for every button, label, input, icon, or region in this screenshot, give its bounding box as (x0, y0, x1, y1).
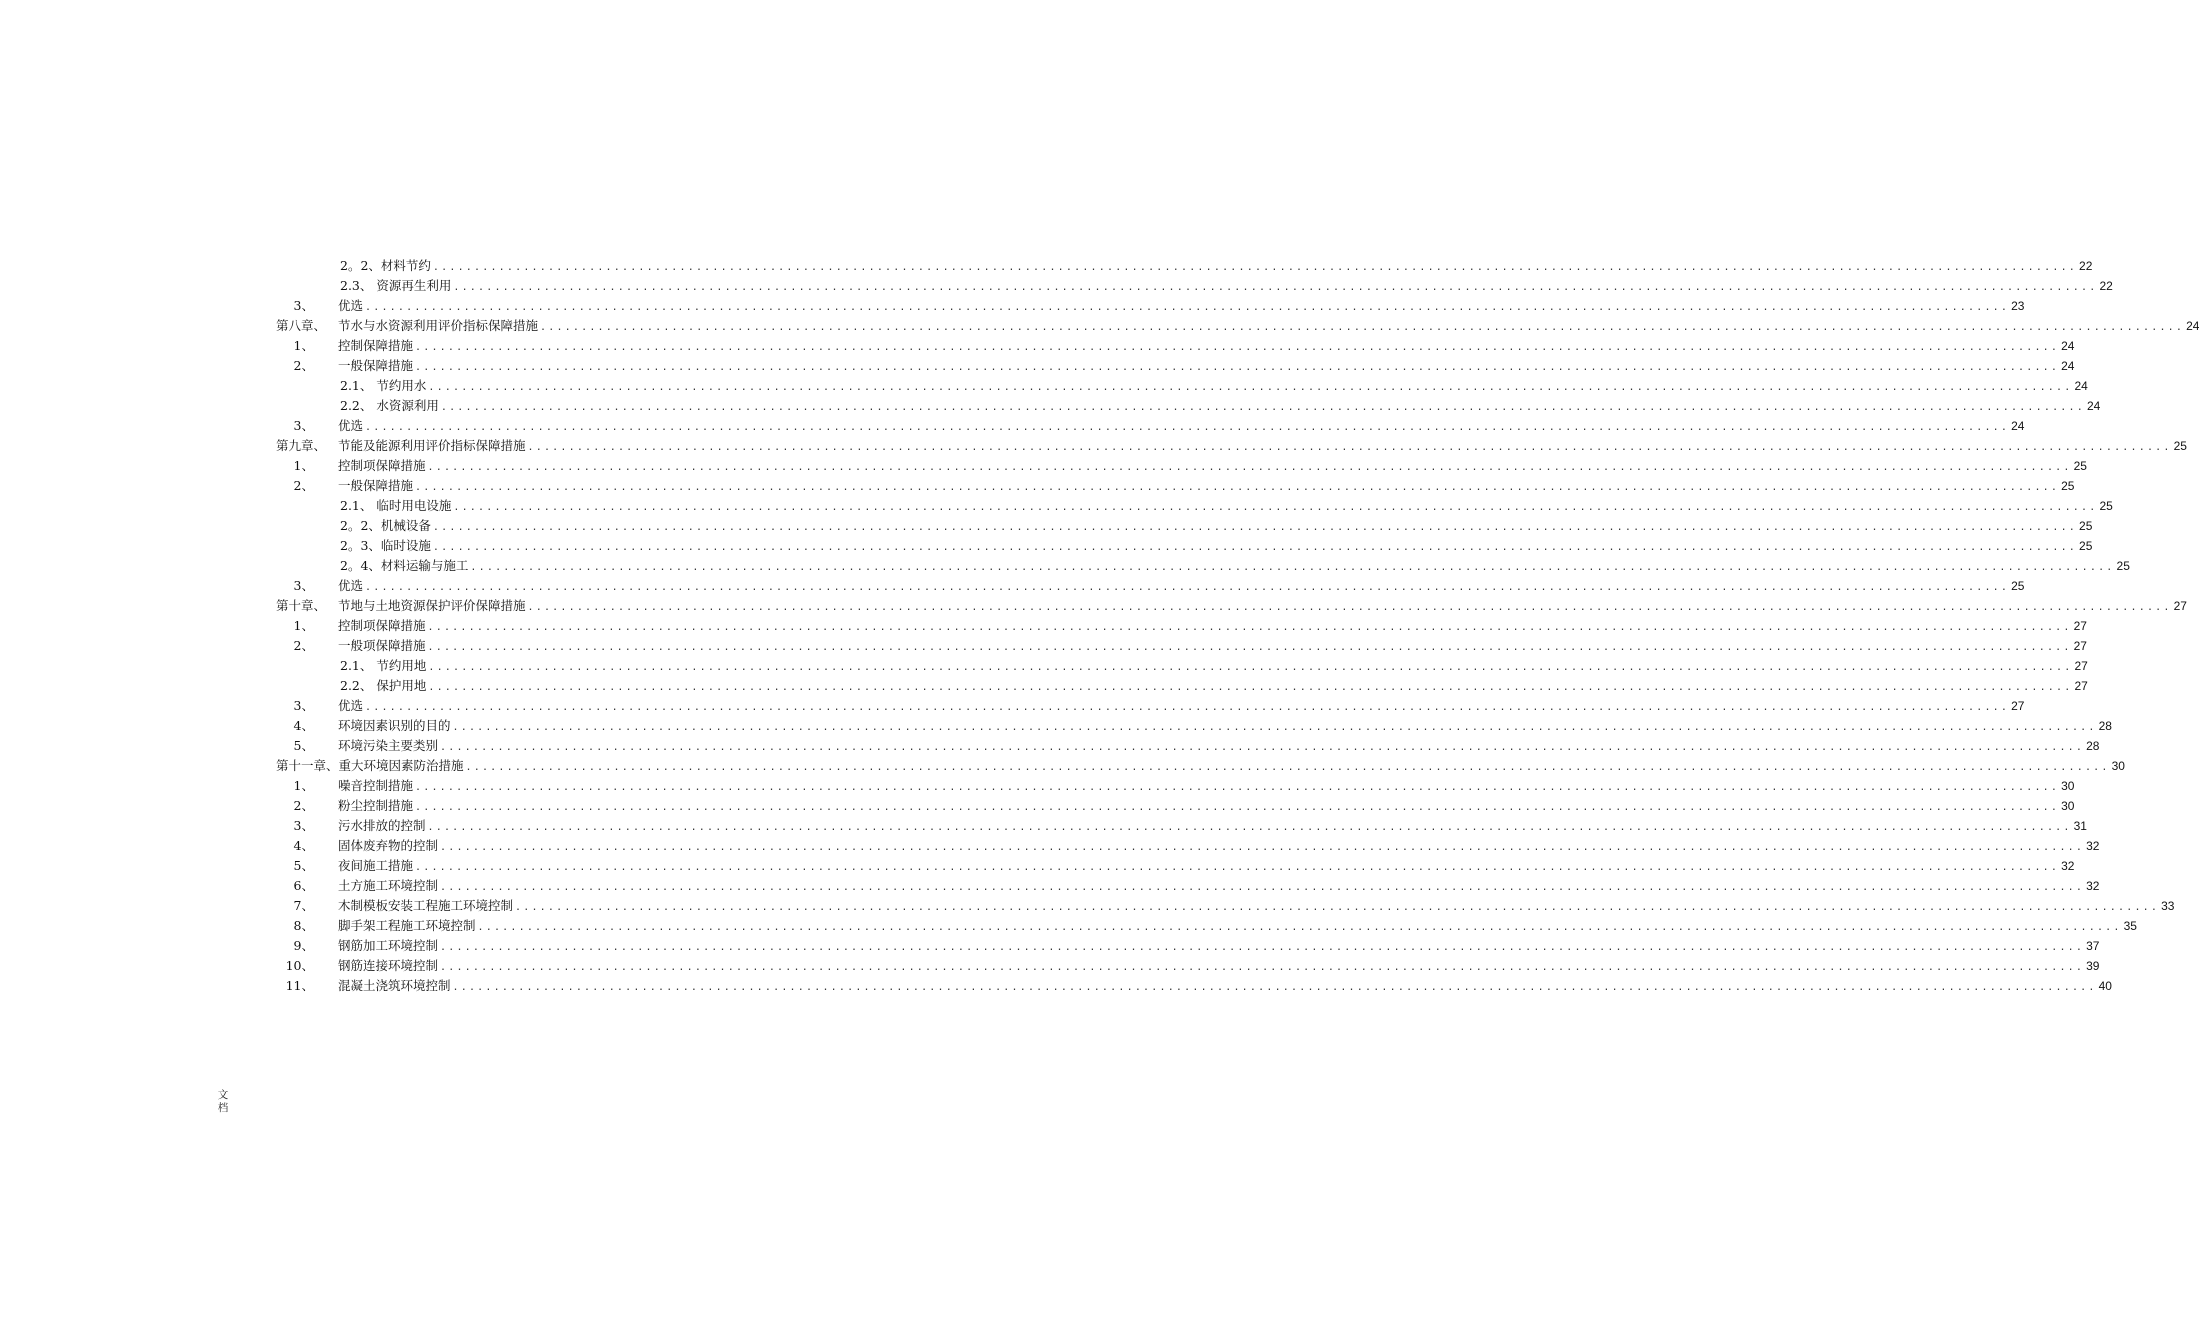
toc-entry-title: 环境因素识别的目的 (338, 718, 451, 733)
toc-entry-page: 37 (2086, 939, 2100, 953)
dot-leader: ........................................................................................................................................................................................................ (453, 282, 2098, 293)
toc-entry-page: 25 (2116, 559, 2130, 573)
toc-entry-page: 30 (2061, 779, 2075, 793)
toc-entry-page: 27 (2074, 659, 2088, 673)
toc-entry[interactable] (276, 776, 2075, 796)
toc-entry-title: 夜间施工措施 (338, 858, 414, 873)
dot-leader: ........................................................................................................................................................................................................ (427, 822, 2072, 833)
toc-entry-number: 4、 (293, 838, 314, 853)
toc-entry-page: 25 (2011, 579, 2025, 593)
toc-entry-number: 5、 (293, 738, 314, 753)
toc-entry[interactable] (276, 736, 2100, 756)
toc-entry-title: 第十一章、重大环境因素防治措施 (276, 758, 464, 773)
dot-leader: ........................................................................................................................................................................................................ (515, 902, 2160, 913)
toc-entry[interactable] (340, 536, 2093, 556)
toc-entry-title: 优选 (338, 578, 364, 593)
toc-entry[interactable] (276, 956, 2100, 976)
dot-leader: ........................................................................................................................................................................................................ (365, 702, 2010, 713)
toc-entry-title: 粉尘控制措施 (338, 798, 414, 813)
toc-entry-number: 3、 (293, 298, 314, 313)
toc-entry-title: 2。2、材料节约 (340, 258, 431, 273)
toc-entry-title: 节水与水资源利用评价指标保障措施 (338, 318, 539, 333)
toc-entry-number: 2、 (293, 478, 314, 493)
dot-leader: ........................................................................................................................................................................................................ (427, 642, 2072, 653)
toc-entry-page: 32 (2061, 859, 2075, 873)
toc-entry-page: 23 (2011, 299, 2025, 313)
dot-leader: ........................................................................................................................................................................................................ (432, 542, 2078, 553)
toc-entry-title: 木制模板安装工程施工环境控制 (338, 898, 514, 913)
dot-leader: ........................................................................................................................................................................................................ (527, 442, 2172, 453)
toc-entry-page: 24 (2061, 359, 2075, 373)
toc-entry[interactable] (276, 696, 2025, 716)
toc-entry-number: 2、 (293, 798, 314, 813)
toc-entry-title: 优选 (338, 698, 364, 713)
toc-entry-number: 1、 (293, 458, 314, 473)
toc-entry[interactable] (276, 856, 2075, 876)
toc-entry[interactable] (276, 916, 2137, 936)
toc-entry-title: 优选 (338, 298, 364, 313)
dot-leader: ........................................................................................................................................................................................................ (415, 862, 2060, 873)
dot-leader: ........................................................................................................................................................................................................ (365, 582, 2010, 593)
dot-leader: ........................................................................................................................................................................................................ (365, 302, 2010, 313)
toc-entry-page: 39 (2086, 959, 2100, 973)
toc-entry[interactable] (340, 556, 2130, 576)
dot-leader: ........................................................................................................................................................................................................ (440, 962, 2085, 973)
page-footer (216, 1089, 230, 1115)
toc-entry[interactable] (276, 456, 2087, 476)
toc-entry-number: 11、 (285, 978, 314, 993)
dot-leader: ........................................................................................................................................................................................................ (415, 342, 2060, 353)
toc-entry-title: 控制项保障措施 (338, 618, 426, 633)
toc-entry-number: 4、 (293, 718, 314, 733)
toc-entry-page: 30 (2111, 759, 2125, 773)
toc-entry-title: 噪音控制措施 (338, 778, 414, 793)
toc-entry-title: 控制项保障措施 (338, 458, 426, 473)
dot-leader: ........................................................................................................................................................................................................ (477, 922, 2122, 933)
toc-entry-number: 3、 (293, 418, 314, 433)
toc-entry-title: 2.1、 节约用水 (340, 378, 427, 393)
toc-entry-number: 6、 (293, 878, 314, 893)
toc-entry-title: 钢筋加工环境控制 (338, 938, 439, 953)
toc-entry[interactable] (276, 836, 2100, 856)
toc-entry-page: 27 (2073, 639, 2087, 653)
toc-entry-page: 27 (2011, 699, 2025, 713)
toc-entry[interactable] (276, 476, 2075, 496)
toc-entry-page: 25 (2073, 459, 2087, 473)
toc-entry[interactable] (276, 896, 2175, 916)
toc-entry-page: 28 (2098, 719, 2112, 733)
toc-entry-page: 24 (2011, 419, 2025, 433)
toc-entry-page: 24 (2074, 379, 2088, 393)
dot-leader: ........................................................................................................................................................................................................ (470, 562, 2115, 573)
toc-entry-title: 节能及能源利用评价指标保障措施 (338, 438, 526, 453)
toc-entry-page: 25 (2079, 539, 2093, 553)
toc-entry-title: 2.1、 临时用电设施 (340, 498, 452, 513)
toc-entry-number: 3、 (293, 818, 314, 833)
toc-entry[interactable] (276, 296, 2025, 316)
toc-entry-page: 25 (2061, 479, 2075, 493)
toc-entry[interactable] (276, 436, 2187, 456)
toc-entry-title: 节地与土地资源保护评价保障措施 (338, 598, 526, 613)
toc-entry-number: 8、 (293, 918, 314, 933)
toc-entry-number: 第八章、 (276, 318, 327, 333)
toc-entry[interactable] (276, 816, 2087, 836)
dot-leader: ........................................................................................................................................................................................................ (415, 782, 2060, 793)
dot-leader: ........................................................................................................................................................................................................ (440, 842, 2085, 853)
toc-entry-number: 10、 (285, 958, 314, 973)
toc-entry-page: 22 (2079, 259, 2093, 273)
toc-entry-number: 5、 (293, 858, 314, 873)
toc-entry-number: 9、 (293, 938, 314, 953)
toc-entry-title: 一般保障措施 (338, 358, 414, 373)
toc-entry-page: 32 (2086, 879, 2100, 893)
toc-entry-number: 3、 (293, 578, 314, 593)
toc-entry-number: 2、 (293, 358, 314, 373)
dot-leader: ........................................................................................................................................................................................................ (427, 462, 2072, 473)
toc-entry-number: 第十章、 (276, 598, 327, 613)
dot-leader: ........................................................................................................................................................................................................ (415, 802, 2060, 813)
toc-entry[interactable] (276, 336, 2075, 356)
toc-entry-number: 3、 (293, 698, 314, 713)
dot-leader: ........................................................................................................................................................................................................ (440, 882, 2085, 893)
toc-entry-page: 25 (2173, 439, 2187, 453)
dot-leader: ........................................................................................................................................................................................................ (428, 682, 2073, 693)
dot-leader: ........................................................................................................................................................................................................ (440, 942, 2085, 953)
dot-leader: ........................................................................................................................................................................................................ (440, 402, 2085, 413)
toc-entry[interactable] (340, 396, 2101, 416)
toc-entry-title: 2。3、临时设施 (340, 538, 431, 553)
toc-entry-page: 27 (2073, 619, 2087, 633)
toc-entry[interactable] (276, 356, 2075, 376)
toc-entry-page: 40 (2098, 979, 2112, 993)
toc-entry-title: 2.2、 水资源利用 (340, 398, 439, 413)
toc-entry[interactable] (276, 596, 2187, 616)
toc-entry-title: 2.3、 资源再生利用 (340, 278, 452, 293)
toc-entry-title: 一般保障措施 (338, 478, 414, 493)
toc-entry-title: 混凝土浇筑环境控制 (338, 978, 451, 993)
dot-leader: ........................................................................................................................................................................................................ (427, 622, 2072, 633)
toc-entry-number: 2、 (293, 638, 314, 653)
toc-entry[interactable] (340, 676, 2088, 696)
toc-entry-title: 2.2、 保护用地 (340, 678, 427, 693)
toc-entry-page: 22 (2099, 279, 2113, 293)
toc-entry-title: 控制保障措施 (338, 338, 414, 353)
toc-entry-page: 32 (2086, 839, 2100, 853)
toc-entry-title: 土方施工环境控制 (338, 878, 439, 893)
dot-leader: ........................................................................................................................................................................................................ (415, 482, 2060, 493)
toc-entry[interactable] (276, 616, 2087, 636)
toc-entry-title: 2。2、机械设备 (340, 518, 431, 533)
toc-entry-page: 24 (2086, 399, 2101, 413)
toc-entry[interactable] (276, 416, 2025, 436)
dot-leader: ........................................................................................................................................................................................................ (452, 982, 2097, 993)
toc-entry[interactable] (276, 636, 2087, 656)
dot-leader: ........................................................................................................................................................................................................ (428, 662, 2073, 673)
toc-entry-title: 2。4、材料运输与施工 (340, 558, 469, 573)
toc-entry-page: 25 (2099, 499, 2113, 513)
toc-entry[interactable] (276, 876, 2100, 896)
dot-leader: ........................................................................................................................................................................................................ (365, 422, 2010, 433)
toc-entry-number: 1、 (293, 338, 314, 353)
toc-entry[interactable] (340, 376, 2088, 396)
toc-entry[interactable] (276, 796, 2075, 816)
toc-entry-page: 27 (2074, 679, 2088, 693)
toc-entry-title: 优选 (338, 418, 364, 433)
dot-leader: ........................................................................................................................................................................................................ (452, 722, 2097, 733)
toc-entry-page: 28 (2086, 739, 2100, 753)
dot-leader: ........................................................................................................................................................................................................ (432, 522, 2078, 533)
toc-entry-title: 环境污染主要类别 (338, 738, 439, 753)
toc-entry[interactable] (340, 276, 2113, 296)
toc-entry-page: 25 (2079, 519, 2093, 533)
toc-entry[interactable] (276, 756, 2125, 776)
toc-entry-title: 钢筋连接环境控制 (338, 958, 439, 973)
toc-entry[interactable] (276, 976, 2112, 996)
toc-entry-title: 固体废弃物的控制 (338, 838, 439, 853)
toc-entry[interactable] (340, 496, 2113, 516)
toc-entry[interactable] (276, 936, 2100, 956)
dot-leader: ........................................................................................................................................................................................................ (465, 762, 2110, 773)
toc-entry[interactable] (276, 316, 2199, 336)
toc-entry-page: 35 (2123, 919, 2137, 933)
toc-entry-number: 1、 (293, 778, 314, 793)
dot-leader: ........................................................................................................................................................................................................ (453, 502, 2098, 513)
toc-entry-page: 31 (2073, 819, 2087, 833)
dot-leader: ........................................................................................................................................................................................................ (432, 262, 2078, 273)
toc-entry-title: 脚手架工程施工环境控制 (338, 918, 476, 933)
toc-entry-page: 24 (2061, 339, 2075, 353)
toc-entry[interactable] (340, 516, 2093, 536)
toc-entry[interactable] (276, 716, 2112, 736)
dot-leader: ........................................................................................................................................................................................................ (540, 322, 2185, 333)
toc-entry-page: 24 (2186, 319, 2199, 333)
toc-entry-number: 7、 (293, 898, 314, 913)
dot-leader: ........................................................................................................................................................................................................ (415, 362, 2060, 373)
toc-entry[interactable] (340, 656, 2088, 676)
toc-entry-number: 1、 (293, 618, 314, 633)
footer-char-1: 文 (217, 1089, 229, 1101)
dot-leader: ........................................................................................................................................................................................................ (440, 742, 2085, 753)
toc-entry[interactable] (340, 256, 2093, 276)
toc-entry-title: 一般项保障措施 (338, 638, 426, 653)
footer-char-2: 档 (217, 1102, 229, 1114)
toc-entry-page: 30 (2061, 799, 2075, 813)
toc-entry[interactable] (276, 576, 2025, 596)
toc-entry-number: 第九章、 (276, 438, 327, 453)
toc-entry-title: 2.1、 节约用地 (340, 658, 427, 673)
toc-entry-title: 污水排放的控制 (338, 818, 426, 833)
dot-leader: ........................................................................................................................................................................................................ (527, 602, 2172, 613)
toc-entry-page: 27 (2173, 599, 2187, 613)
toc-entry-page: 33 (2161, 899, 2175, 913)
dot-leader: ........................................................................................................................................................................................................ (428, 382, 2073, 393)
